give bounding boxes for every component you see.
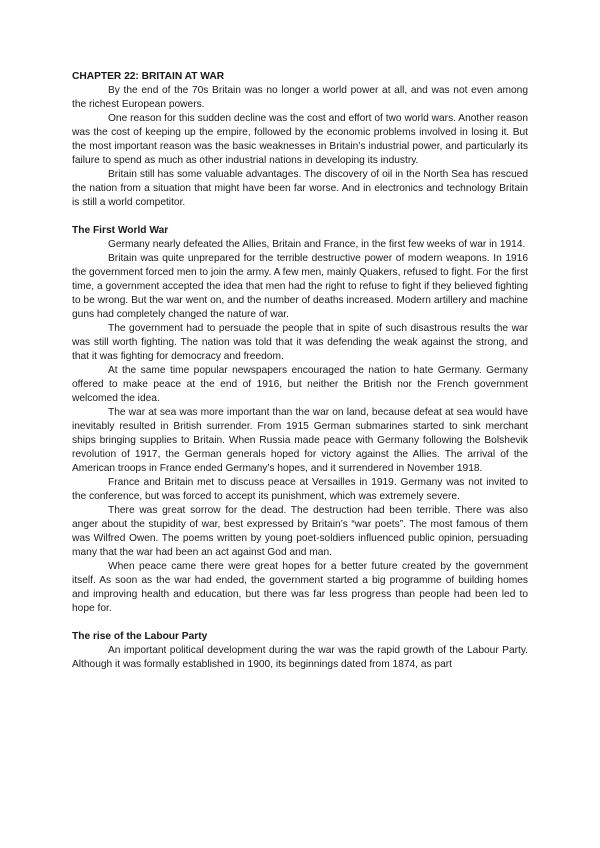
body-paragraph: Britain still has some valuable advantages. The discovery of oil in the North Sea has rescued the nation from a situation that might have been far worse. And in electronics and technology Britain is still a world competitor. bbox=[72, 169, 528, 208]
section-heading-labour-party: The rise of the Labour Party bbox=[72, 631, 208, 642]
body-paragraph: France and Britain met to discuss peace at Versailles in 1919. Germany was not invited to the conference, but was forced to accept its punishment, which was extremely severe. bbox=[72, 477, 528, 502]
section-heading-first-world-war: The First World War bbox=[72, 225, 169, 236]
body-paragraph: The war at sea was more important than the war on land, because defeat at sea would have inevitably resulted in British surrender. From 1915 German submarines started to sink merchant ships bringing supplies to Britain. When Russia made peace with Germany following the Bolshevik revolution of 1917, the German generals hoped for victory against the Allies. The arrival of the American troops in France ended Germany’s hopes, and it surrendered in November 1918. bbox=[72, 407, 528, 474]
body-paragraph: An important political development during the war was the rapid growth of the Labour Party. Although it was formally established in 1900, its beginnings dated from 1874, as part bbox=[72, 645, 528, 670]
body-paragraph: There was great sorrow for the dead. The destruction had been terrible. There was also anger about the stupidity of war, best expressed by Britain’s “war poets”. The most famous of them was Wilfred Owen. The poems written by young poet-soldiers influenced public opinion, persuading many that the war had been an act against God and man. bbox=[72, 505, 528, 558]
body-paragraph: Germany nearly defeated the Allies, Britain and France, in the first few weeks of war in 1914. bbox=[108, 239, 526, 250]
body-paragraph: By the end of the 70s Britain was no longer a world power at all, and was not even among the richest European powers. bbox=[72, 85, 528, 110]
body-paragraph: Britain was quite unprepared for the terrible destructive power of modern weapons. In 1916 the government forced men to join the army. A few men, mainly Quakers, refused to fight. For the first time, a government accepted the idea that men had the right to refuse to fight if they believed fighting to be wrong. But the war went on, and the number of deaths increased. Modern artillery and machine guns had completely changed the nature of war. bbox=[72, 253, 528, 320]
chapter-title: CHAPTER 22: BRITAIN AT WAR bbox=[72, 71, 225, 82]
body-paragraph: One reason for this sudden decline was the cost and effort of two world wars. Another reason was the cost of keeping up the empire, followed by the economic problems involved in losing it. But the most important reason was the basic weaknesses in Britain’s industrial power, and particularly its failure to spend as much as other industrial nations in developing its industry. bbox=[72, 113, 528, 166]
body-paragraph: The government had to persuade the people that in spite of such disastrous results the war was still worth fighting. The nation was told that it was defending the weak against the strong, and that it was fighting for democracy and freedom. bbox=[72, 323, 528, 362]
document-page bbox=[72, 70, 528, 672]
body-paragraph: When peace came there were great hopes for a better future created by the government itself. As soon as the war had ended, the government started a big programme of building homes and improving health and education, but there was far less progress than people had been led to hope for. bbox=[72, 561, 528, 614]
body-paragraph: At the same time popular newspapers encouraged the nation to hate Germany. Germany offered to make peace at the end of 1916, but neither the British nor the French government welcomed the idea. bbox=[72, 365, 528, 404]
